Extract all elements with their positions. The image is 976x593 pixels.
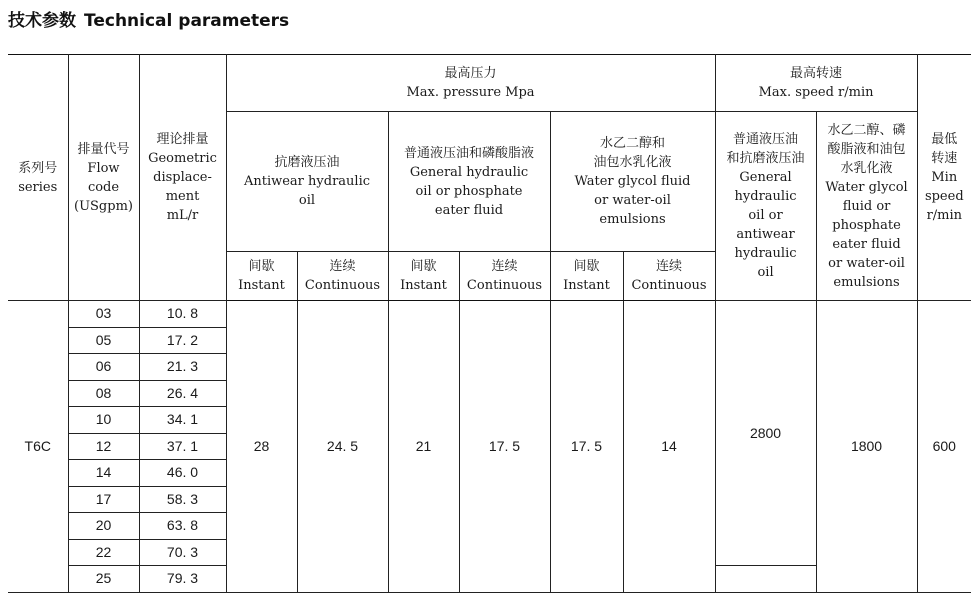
- header-general-instant: 间歇 Instant: [388, 252, 459, 301]
- flow-code-cell: 05: [68, 327, 139, 354]
- header-flow-code: 排量代号 Flow code (USgpm): [68, 55, 139, 301]
- displacement-cell: 37. 1: [139, 433, 226, 460]
- displacement-cell: 63. 8: [139, 513, 226, 540]
- displacement-cell: 58. 3: [139, 486, 226, 513]
- page-title-cn: 技术参数: [8, 11, 76, 31]
- flow-code-cell: 22: [68, 539, 139, 566]
- displacement-cell: 34. 1: [139, 407, 226, 434]
- antiwear-instant-value: 28: [226, 301, 297, 593]
- displacement-cell: 70. 3: [139, 539, 226, 566]
- header-max-pressure: 最高压力 Max. pressure Mpa: [226, 55, 715, 112]
- general-continuous-value: 17. 5: [459, 301, 550, 593]
- water-instant-value: 17. 5: [550, 301, 623, 593]
- speed-general-empty-cell: [715, 566, 816, 593]
- header-series: 系列号 series: [8, 55, 68, 301]
- table-row: [8, 301, 971, 328]
- header-max-speed: 最高转速 Max. speed r/min: [715, 55, 917, 112]
- flow-code-cell: 12: [68, 433, 139, 460]
- technical-parameters-table: [8, 54, 971, 593]
- flow-code-cell: 25: [68, 566, 139, 593]
- header-speed-water: 水乙二醇、磷 酸脂液和油包 水乳化液 Water glycol fluid or phosphate eater fluid or water-oil emulsions: [816, 112, 917, 301]
- header-general-continuous: 连续 Continuous: [459, 252, 550, 301]
- header-water-glycol: 水乙二醇和 油包水乳化液 Water glycol fluid or water-oil emulsions: [550, 112, 715, 252]
- header-general-phosphate: 普通液压油和磷酸脂液 General hydraulic oil or phosphate eater fluid: [388, 112, 550, 252]
- speed-water-value: 1800: [816, 301, 917, 593]
- antiwear-continuous-value: 24. 5: [297, 301, 388, 593]
- header-water-continuous: 连续 Continuous: [623, 252, 715, 301]
- displacement-cell: 26. 4: [139, 380, 226, 407]
- min-speed-value: 600: [917, 301, 971, 593]
- displacement-cell: 79. 3: [139, 566, 226, 593]
- displacement-cell: 46. 0: [139, 460, 226, 487]
- flow-code-cell: 03: [68, 301, 139, 328]
- header-antiwear-instant: 间歇 Instant: [226, 252, 297, 301]
- displacement-cell: 10. 8: [139, 301, 226, 328]
- header-water-instant: 间歇 Instant: [550, 252, 623, 301]
- header-min-speed: 最低 转速 Min speed r/min: [917, 55, 971, 301]
- general-instant-value: 21: [388, 301, 459, 593]
- flow-code-cell: 06: [68, 354, 139, 381]
- header-displacement: 理论排量 Geometric displace- ment mL/r: [139, 55, 226, 301]
- displacement-cell: 17. 2: [139, 327, 226, 354]
- flow-code-cell: 17: [68, 486, 139, 513]
- displacement-cell: 21. 3: [139, 354, 226, 381]
- page-title: [8, 6, 289, 31]
- water-continuous-value: 14: [623, 301, 715, 593]
- flow-code-cell: 20: [68, 513, 139, 540]
- series-cell: T6C: [8, 301, 68, 593]
- flow-code-cell: 08: [68, 380, 139, 407]
- flow-code-cell: 14: [68, 460, 139, 487]
- header-antiwear-oil: 抗磨液压油 Antiwear hydraulic oil: [226, 112, 388, 252]
- page-title-en: Technical parameters: [84, 11, 290, 31]
- header-antiwear-continuous: 连续 Continuous: [297, 252, 388, 301]
- header-speed-general: 普通液压油 和抗磨液压油 General hydraulic oil or antiwear hydraulic oil: [715, 112, 816, 301]
- speed-general-value: 2800: [715, 301, 816, 566]
- flow-code-cell: 10: [68, 407, 139, 434]
